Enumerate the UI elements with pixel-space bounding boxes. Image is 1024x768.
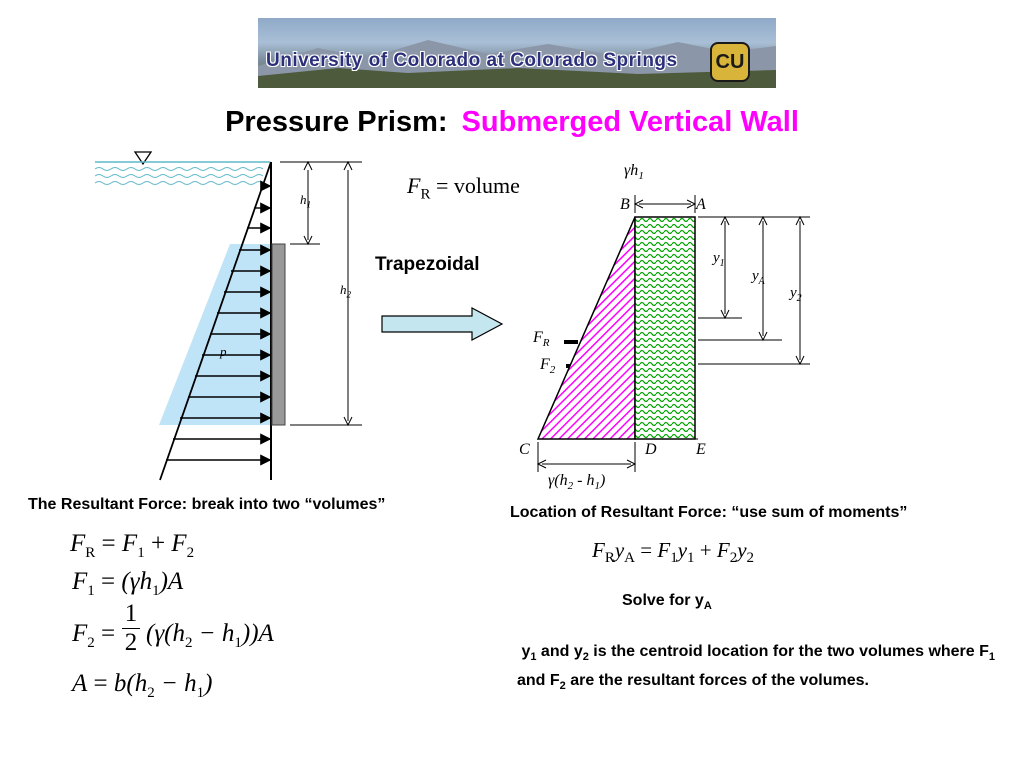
label-D: D [645, 441, 657, 458]
f1-equation: $F_1 = (\gamma h_1)A$ [72, 568, 184, 599]
title-part1: Pressure Prism: [225, 106, 448, 138]
top-dimension [635, 195, 695, 213]
label-y2: $y_2$ [790, 285, 802, 304]
label-p: p [220, 344, 227, 359]
banner-title: University of Colorado at Colorado Springs [266, 50, 678, 71]
water-surface [95, 152, 270, 185]
pressure-prism-diagram [90, 140, 380, 490]
label-B: B [620, 196, 630, 213]
label-gamma-h1: $\gamma h_1$ [624, 162, 644, 183]
area-equation: $A = b(h_2 - h_1)$ [72, 670, 213, 701]
label-E: E [696, 441, 706, 458]
centroid-note: $y_1$ and $y_2$ is the centroid location for the two volumes where $F_1$ and $F_2$ are the resultant forces of the volumes. [517, 643, 996, 693]
cu-logo-icon: CU [710, 42, 750, 82]
f2-rhs: $(\gamma(h_2 - h_1))A$ [146, 620, 274, 651]
f2-equation: $F_2$ = [72, 620, 116, 651]
label-F2: $F_2$ [540, 356, 556, 377]
label-C: C [519, 441, 530, 458]
university-banner [258, 18, 776, 88]
label-gamma-h2-h1: $\gamma(h_2 - h_1)$ [548, 472, 606, 493]
triangle-volume [538, 217, 635, 439]
label-y1: $y_1$ [713, 250, 725, 269]
fraction-denominator: 2 [124, 629, 138, 656]
label-yA: $y_A$ [752, 268, 765, 287]
rectangle-volume [635, 217, 695, 439]
label-FR: $F_R$ [533, 329, 550, 350]
right-arrow-icon [380, 306, 506, 342]
submerged-plate [272, 244, 285, 425]
trapezoid-diagram [520, 180, 820, 480]
bottom-dimension [538, 439, 698, 472]
fr-sum-equation: $F_R = F_1 + F_2$ [70, 530, 195, 561]
half-fraction [122, 600, 140, 657]
volume-equation: $F_R$ = volume [407, 173, 520, 203]
label-h1: $h_1$ [300, 192, 311, 210]
label-A: A [696, 196, 706, 213]
label-h2: $h_2$ [340, 282, 351, 300]
title-part2: Submerged Vertical Wall [461, 106, 799, 138]
trapezoidal-label: Trapezoidal [375, 254, 480, 275]
slide-title [0, 106, 1024, 139]
fraction-numerator: 1 [124, 600, 138, 627]
resultant-heading: The Resultant Force: break into two “volumes” [28, 496, 386, 513]
moment-equation: $F_Ry_A = F_1y_1 + F_2y_2$ [592, 538, 755, 567]
solve-label: Solve for $y_A$ [622, 592, 712, 613]
location-heading: Location of Resultant Force: “use sum of moments” [510, 504, 908, 521]
